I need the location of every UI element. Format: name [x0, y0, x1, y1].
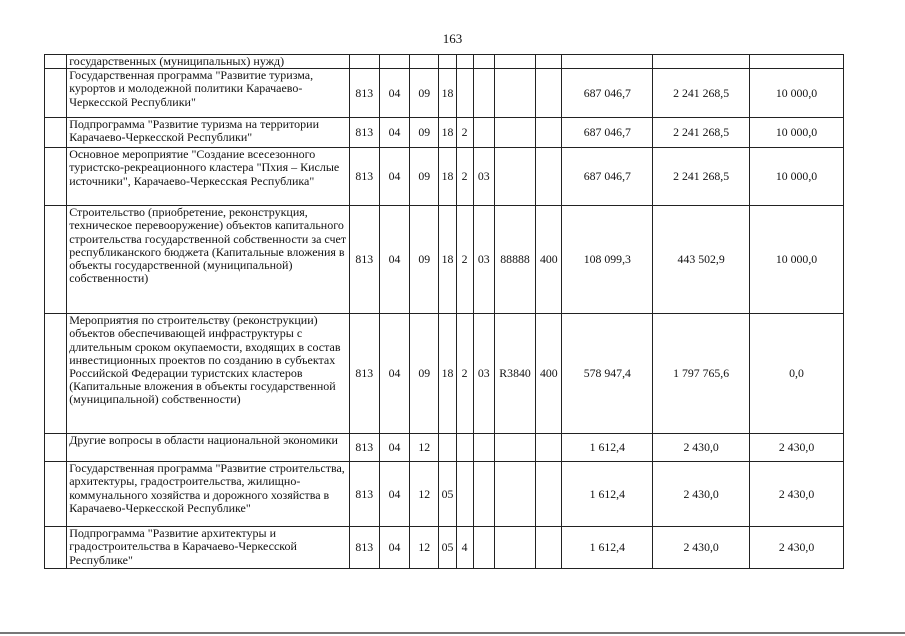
cell-section: 04	[379, 434, 409, 462]
cell-margin	[45, 462, 67, 527]
scan-edge-line	[0, 632, 905, 634]
cell-subsection: 09	[410, 148, 439, 206]
cell-event	[473, 434, 494, 462]
cell-amount-2: 443 502,9	[653, 206, 750, 314]
cell-expense-type: 400	[536, 206, 562, 314]
table-row	[45, 55, 844, 69]
cell-amount-3: 2 430,0	[750, 434, 844, 462]
cell-amount-1: 578 947,4	[562, 314, 653, 434]
table-row	[45, 148, 844, 206]
cell-name: Подпрограмма "Развитие архитектуры и градостроительства в Карачаево-Черкесской Республике"	[67, 527, 349, 569]
cell-subsection: 09	[410, 314, 439, 434]
cell-amount-3	[750, 55, 844, 69]
cell-subprogram: 4	[456, 527, 473, 569]
cell-section: 04	[379, 118, 409, 148]
cell-subsection: 09	[410, 69, 439, 118]
cell-ministry: 813	[349, 118, 379, 148]
cell-program: 18	[439, 148, 456, 206]
cell-program: 05	[439, 462, 456, 527]
cell-amount-3: 10 000,0	[750, 69, 844, 118]
cell-ministry	[349, 55, 379, 69]
cell-event: 03	[473, 314, 494, 434]
cell-margin	[45, 69, 67, 118]
cell-subsection: 12	[410, 462, 439, 527]
cell-amount-1: 108 099,3	[562, 206, 653, 314]
cell-amount-2: 2 241 268,5	[653, 69, 750, 118]
cell-subsection: 09	[410, 206, 439, 314]
cell-section: 04	[379, 69, 409, 118]
cell-event	[473, 118, 494, 148]
cell-amount-3: 2 430,0	[750, 527, 844, 569]
cell-amount-1	[562, 55, 653, 69]
cell-amount-3: 2 430,0	[750, 462, 844, 527]
cell-ministry: 813	[349, 206, 379, 314]
table-row	[45, 527, 844, 569]
cell-program: 05	[439, 527, 456, 569]
table-row	[45, 206, 844, 314]
table-row	[45, 69, 844, 118]
cell-subprogram: 2	[456, 314, 473, 434]
cell-subprogram	[456, 434, 473, 462]
cell-program: 18	[439, 118, 456, 148]
cell-subsection: 12	[410, 527, 439, 569]
cell-subsection	[410, 55, 439, 69]
cell-subprogram	[456, 462, 473, 527]
cell-expense-type	[536, 118, 562, 148]
cell-event: 03	[473, 206, 494, 314]
cell-margin	[45, 314, 67, 434]
cell-amount-2: 2 430,0	[653, 462, 750, 527]
cell-name: Государственная программа "Развитие строительства, архитектуры, градостроительства, жилищно-коммунального хозяйства и дорожного хозяйства в Карачаево-Черкесской Республике"	[67, 462, 349, 527]
cell-name: Мероприятия по строительству (реконструкции) объектов обеспечивающей инфраструктуры с длительным сроком окупаемости, входящих в состав инвестиционных проектов по созданию в субъектах Российской Федерации туристских кластеров (Капитальные вложения в объекты государственной (муниципальной) собственности)	[67, 314, 349, 434]
cell-margin	[45, 148, 67, 206]
cell-name: государственных (муниципальных) нужд)	[67, 55, 349, 69]
cell-direction	[494, 69, 535, 118]
cell-amount-3: 0,0	[750, 314, 844, 434]
cell-amount-1: 1 612,4	[562, 527, 653, 569]
cell-ministry: 813	[349, 462, 379, 527]
cell-subprogram	[456, 55, 473, 69]
cell-section	[379, 55, 409, 69]
cell-amount-2	[653, 55, 750, 69]
cell-amount-1: 687 046,7	[562, 69, 653, 118]
cell-event: 03	[473, 148, 494, 206]
cell-name: Основное мероприятие "Создание всесезонного туристско-рекреационного кластера "Пхия – Кислые источники", Карачаево-Черкесская Республика"	[67, 148, 349, 206]
cell-direction: R3840	[494, 314, 535, 434]
cell-direction: 88888	[494, 206, 535, 314]
cell-ministry: 813	[349, 148, 379, 206]
cell-margin	[45, 206, 67, 314]
cell-subprogram: 2	[456, 118, 473, 148]
cell-amount-2: 2 430,0	[653, 527, 750, 569]
cell-program: 18	[439, 69, 456, 118]
cell-name: Другие вопросы в области национальной экономики	[67, 434, 349, 462]
cell-expense-type: 400	[536, 314, 562, 434]
table-body	[45, 55, 844, 569]
cell-amount-2: 2 241 268,5	[653, 148, 750, 206]
cell-amount-2: 1 797 765,6	[653, 314, 750, 434]
cell-program	[439, 434, 456, 462]
cell-section: 04	[379, 527, 409, 569]
cell-event	[473, 462, 494, 527]
cell-expense-type	[536, 527, 562, 569]
cell-amount-2: 2 241 268,5	[653, 118, 750, 148]
cell-subprogram: 2	[456, 206, 473, 314]
cell-direction	[494, 118, 535, 148]
cell-program: 18	[439, 314, 456, 434]
cell-name: Государственная программа "Развитие туризма, курортов и молодежной политики Карачаево-Черкесской Республики"	[67, 69, 349, 118]
cell-subsection: 12	[410, 434, 439, 462]
cell-amount-1: 1 612,4	[562, 434, 653, 462]
cell-program	[439, 55, 456, 69]
cell-margin	[45, 527, 67, 569]
table-row	[45, 118, 844, 148]
cell-expense-type	[536, 148, 562, 206]
cell-name: Подпрограмма "Развитие туризма на территории Карачаево-Черкесской Республики"	[67, 118, 349, 148]
budget-table	[44, 54, 844, 569]
cell-subsection: 09	[410, 118, 439, 148]
cell-event	[473, 69, 494, 118]
cell-margin	[45, 55, 67, 69]
cell-amount-2: 2 430,0	[653, 434, 750, 462]
cell-section: 04	[379, 462, 409, 527]
cell-subprogram: 2	[456, 148, 473, 206]
cell-event	[473, 527, 494, 569]
cell-event	[473, 55, 494, 69]
cell-direction	[494, 527, 535, 569]
cell-ministry: 813	[349, 69, 379, 118]
cell-program: 18	[439, 206, 456, 314]
cell-direction	[494, 462, 535, 527]
cell-amount-1: 687 046,7	[562, 148, 653, 206]
cell-expense-type	[536, 69, 562, 118]
cell-expense-type	[536, 434, 562, 462]
table-row	[45, 462, 844, 527]
cell-direction	[494, 148, 535, 206]
cell-ministry: 813	[349, 314, 379, 434]
cell-amount-3: 10 000,0	[750, 118, 844, 148]
table-row	[45, 314, 844, 434]
table-row	[45, 434, 844, 462]
cell-amount-3: 10 000,0	[750, 148, 844, 206]
cell-expense-type	[536, 55, 562, 69]
cell-direction	[494, 55, 535, 69]
cell-name: Строительство (приобретение, реконструкция, техническое перевооружение) объектов капитального строительства государственной собственности за счет республиканского бюджета (Капитальные вложения в объекты государственной (муниципальной) собственности)	[67, 206, 349, 314]
cell-amount-3: 10 000,0	[750, 206, 844, 314]
page-number: 163	[442, 31, 463, 46]
cell-margin	[45, 434, 67, 462]
cell-margin	[45, 118, 67, 148]
cell-amount-1: 687 046,7	[562, 118, 653, 148]
cell-subprogram	[456, 69, 473, 118]
cell-section: 04	[379, 148, 409, 206]
cell-ministry: 813	[349, 527, 379, 569]
cell-ministry: 813	[349, 434, 379, 462]
cell-expense-type	[536, 462, 562, 527]
cell-amount-1: 1 612,4	[562, 462, 653, 527]
cell-section: 04	[379, 314, 409, 434]
cell-direction	[494, 434, 535, 462]
cell-section: 04	[379, 206, 409, 314]
